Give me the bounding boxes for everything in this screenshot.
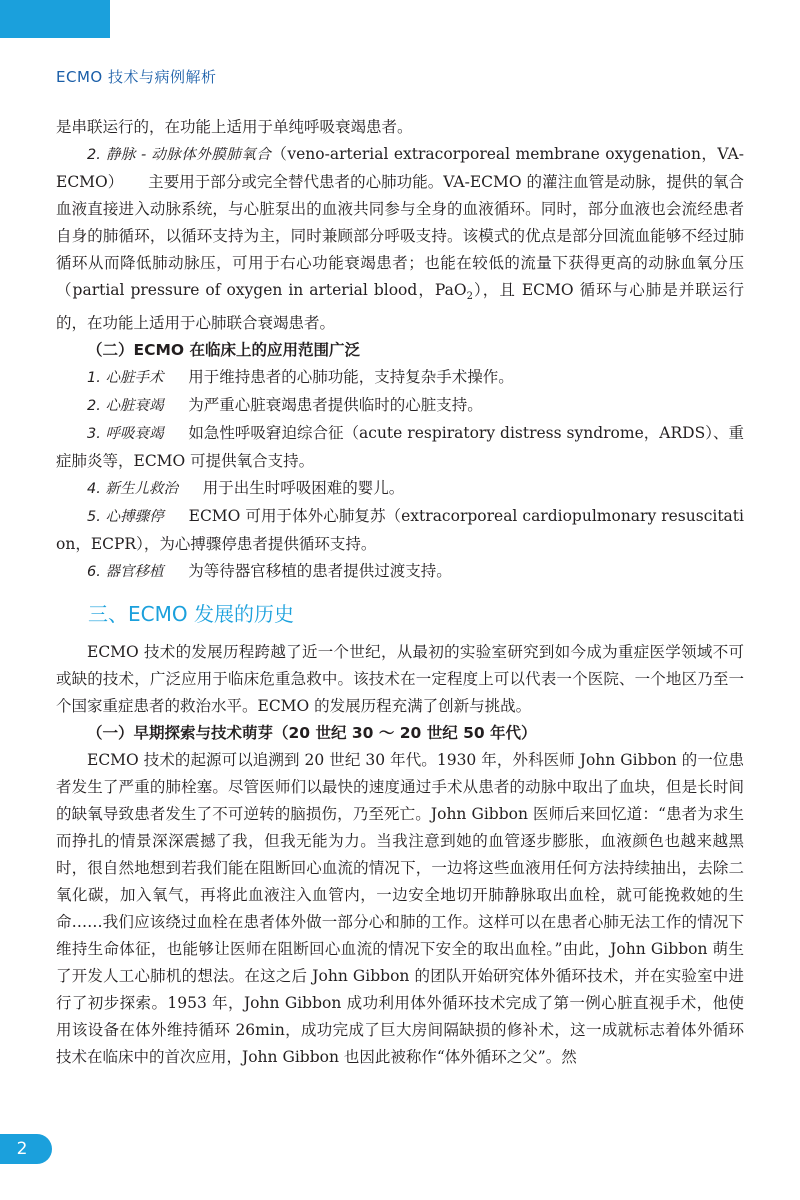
scope-item-text: 用于出生时呼吸困难的婴儿。 xyxy=(202,479,405,498)
va-ecmo-body-a: （veno-arterial extracorporeal membrane oxygenation，VA-ECMO） xyxy=(56,145,744,191)
scope-item-text: 为严重心脏衰竭患者提供临时的心脏支持。 xyxy=(188,396,483,415)
scope-item xyxy=(56,364,744,392)
history-intro: ECMO 技术的发展历程跨越了近一个世纪，从最初的实验室研究到如今成为重症医学领域不可或缺的技术，广泛应用于临床危重急救中。该技术在一定程度上可以代表一个医院、一个地区乃至一个国家重症患者的救治水平。ECMO 的发展历程充满了创新与挑战。 xyxy=(56,643,744,716)
scope-item-text: 用于维持患者的心肺功能，支持复杂手术操作。 xyxy=(188,368,514,387)
scope-item xyxy=(56,503,744,558)
paragraph-va-ecmo xyxy=(56,141,744,337)
page-content xyxy=(56,114,744,1071)
corner-tab xyxy=(0,0,110,38)
scope-item-text: 如急性呼吸窘迫综合征（acute respiratory distress syndrome，ARDS）、重症肺炎等，ECMO 可提供氧合支持。 xyxy=(56,424,744,471)
scope-item xyxy=(56,392,744,420)
history-subheading: （一）早期探索与技术萌芽（20 世纪 30 ～ 20 世纪 50 年代） xyxy=(87,724,537,743)
va-ecmo-body-c: ），且 ECMO 循环与心肺是并联运行的，在功能上适用于心肺联合衰竭患者。 xyxy=(56,281,744,333)
running-head: ECMO 技术与病例解析 xyxy=(56,68,217,86)
pao2-subscript: 2 xyxy=(466,291,473,303)
scope-item xyxy=(56,475,744,503)
scope-item xyxy=(56,558,744,586)
page-number-badge xyxy=(0,1134,52,1164)
scope-item-lead: 4. 新生儿救治 xyxy=(87,481,178,498)
scope-item-text: 为等待器官移植的患者提供过渡支持。 xyxy=(188,562,452,581)
scope-item-lead: 6. 器官移植 xyxy=(87,564,164,581)
va-ecmo-lead: 2. 静脉 - 动脉体外膜肺氧合 xyxy=(87,147,272,163)
scope-item-lead: 3. 呼吸衰竭 xyxy=(87,426,164,443)
scope-item-lead: 1. 心脏手术 xyxy=(87,370,164,387)
scope-item-lead: 2. 心脏衰竭 xyxy=(87,398,164,415)
va-ecmo-body-b: 主要用于部分或完全替代患者的心肺功能。VA-ECMO 的灌注血管是动脉，提供的氧合血液直接进入动脉系统，与心脏泵出的血液共同参与全身的血液循环。同时，部分血液也会流经患者自身的肺循环，以循环支持为主，同时兼顾部分呼吸支持。该模式的优点是部分回流血能够不经过肺循环从而降低肺动脉压，可用于右心功能衰竭患者；也能在较低的流量下获得更高的动脉血氧分压（partial pressure of oxygen in arterial blood，PaO xyxy=(56,173,744,299)
section-heading-history: 三、ECMO 发展的历史 xyxy=(88,602,294,627)
page-number: 2 xyxy=(16,1139,28,1159)
scope-item-lead: 5. 心搏骤停 xyxy=(87,509,164,526)
scope-item-text: ECMO 可用于体外心肺复苏（extracorporeal cardiopulmonary resuscitation，ECPR），为心搏骤停患者提供循环支持。 xyxy=(56,507,744,554)
history-body: ECMO 技术的起源可以追溯到 20 世纪 30 年代。1930 年，外科医师 John Gibbon 的一位患者发生了严重的肺栓塞。尽管医师们以最快的速度通过手术从患者的动脉中取出了血块，但是长时间的缺氧导致患者发生了不可逆转的脑损伤，乃至死亡。John Gibbon 医师后来回忆道：“患者为求生而挣扎的情景深深震撼了我，但我无能为力。当我注意到她的血管逐步膨胀，血液颜色也越来越黑时，很自然地想到若我们能在阻断回心血流的情况下，一边将这些血液用任何方法持续抽出，去除二氧化碳，加入氧气，再将此血液注入血管内，一边安全地切开肺静脉取出血栓，就可能挽救她的生命……我们应该绕过血栓在患者体外做一部分心和肺的工作。这样可以在患者心肺无法工作的情况下维持生命体征，也能够让医师在阻断回心血流的情况下安全的取出血栓。”由此，John Gibbon 萌生了开发人工心肺机的想法。在这之后 John Gibbon 的团队开始研究体外循环技术，并在实验室中进行了初步探索。1953 年，John Gibbon 成功利用体外循环技术完成了第一例心脏直视手术，他使用该设备在体外维持循环 26min，成功完成了巨大房间隔缺损的修补术，这一成就标志着体外循环技术在临床中的首次应用，John Gibbon 也因此被称作“体外循环之父”。然 xyxy=(56,751,744,1067)
scope-item xyxy=(56,420,744,475)
paragraph-serial-end: 是串联运行的，在功能上适用于单纯呼吸衰竭患者。 xyxy=(56,118,413,136)
scope-heading: （二）ECMO 在临床上的应用范围广泛 xyxy=(87,341,360,360)
